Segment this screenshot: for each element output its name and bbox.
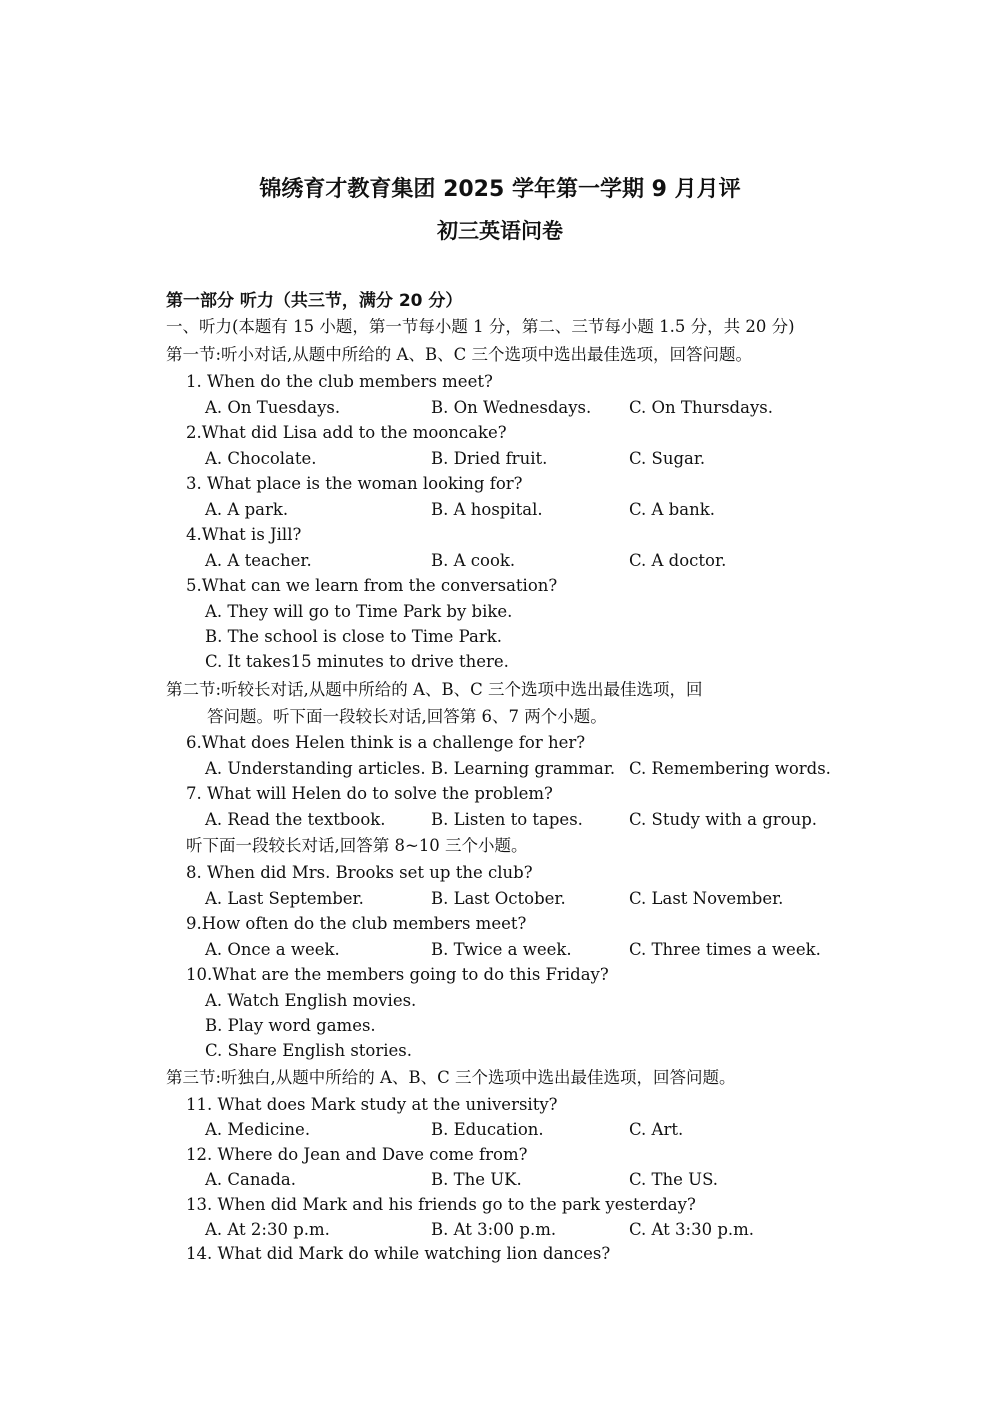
question-stem: 14. What did Mark do while watching lion dances? <box>186 1244 611 1263</box>
option-c: C. Share English stories. <box>205 1041 412 1060</box>
question-stem: 11. What does Mark study at the university? <box>186 1095 558 1114</box>
option-a: A. On Tuesdays. <box>205 398 341 417</box>
question-stem: 8. When did Mrs. Brooks set up the club? <box>186 863 533 882</box>
option-b: B. The school is close to Time Park. <box>205 627 502 646</box>
part-heading: 第一部分 听力（共三节，满分 20 分） <box>166 291 463 311</box>
question-stem: 6.What does Helen think is a challenge for her? <box>186 733 586 752</box>
option-a: A. They will go to Time Park by bike. <box>205 602 513 621</box>
option-b: B. Learning grammar. <box>431 759 616 778</box>
part-intro: 一、听力(本题有 15 小题，第一节每小题 1 分，第二、三节每小题 1.5 分，共 20 分) <box>166 317 795 336</box>
question-stem: 7. What will Helen do to solve the problem? <box>186 784 553 803</box>
option-b: B. Last October. <box>431 889 566 908</box>
section2-sub-instruction: 听下面一段较长对话,回答第 8~10 三个小题。 <box>186 836 528 855</box>
option-c: C. A doctor. <box>629 551 727 570</box>
question-stem: 5.What can we learn from the conversation? <box>186 576 558 595</box>
question-stem: 1. When do the club members meet? <box>186 372 493 391</box>
option-b: B. On Wednesdays. <box>431 398 592 417</box>
option-b: B. Play word games. <box>205 1016 376 1035</box>
section3-instruction: 第三节:听独白,从题中所给的 A、B、C 三个选项中选出最佳选项，回答问题。 <box>166 1068 736 1087</box>
option-b: B. Twice a week. <box>431 940 572 959</box>
question-stem: 3. What place is the woman looking for? <box>186 474 523 493</box>
option-b: B. A hospital. <box>431 500 543 519</box>
question-stem: 4.What is Jill? <box>186 525 302 544</box>
option-b: B. Dried fruit. <box>431 449 548 468</box>
option-b: B. At 3:00 p.m. <box>431 1220 557 1239</box>
option-c: C. Art. <box>629 1120 684 1139</box>
option-a: A. At 2:30 p.m. <box>205 1220 330 1239</box>
option-a: A. Chocolate. <box>205 449 317 468</box>
option-c: C. Three times a week. <box>629 940 821 959</box>
option-c: C. Sugar. <box>629 449 706 468</box>
option-a: A. Last September. <box>205 889 364 908</box>
section2-instruction-cont: 答问题。听下面一段较长对话,回答第 6、7 两个小题。 <box>207 707 607 726</box>
option-c: C. Last November. <box>629 889 784 908</box>
question-stem: 2.What did Lisa add to the mooncake? <box>186 423 507 442</box>
document-subtitle: 初三英语问卷 <box>437 219 563 243</box>
option-a: A. Watch English movies. <box>205 991 417 1010</box>
option-c: C. It takes15 minutes to drive there. <box>205 652 509 671</box>
option-b: B. Listen to tapes. <box>431 810 583 829</box>
section2-instruction: 第二节:听较长对话,从题中所给的 A、B、C 三个选项中选出最佳选项，回 <box>166 680 703 699</box>
option-a: A. Medicine. <box>205 1120 311 1139</box>
question-stem: 10.What are the members going to do this Friday? <box>186 965 609 984</box>
option-a: A. Read the textbook. <box>205 810 386 829</box>
option-c: C. Study with a group. <box>629 810 818 829</box>
document-title: 锦绣育才教育集团 2025 学年第一学期 9 月月评 <box>259 177 741 202</box>
question-stem: 9.How often do the club members meet? <box>186 914 527 933</box>
option-a: A. Understanding articles. <box>205 759 426 778</box>
question-stem: 12. Where do Jean and Dave come from? <box>186 1145 528 1164</box>
option-c: C. The US. <box>629 1170 719 1189</box>
option-c: C. At 3:30 p.m. <box>629 1220 755 1239</box>
section1-instruction: 第一节:听小对话,从题中所给的 A、B、C 三个选项中选出最佳选项，回答问题。 <box>166 345 752 364</box>
option-c: C. Remembering words. <box>629 759 831 778</box>
option-b: B. The UK. <box>431 1170 522 1189</box>
option-a: A. Once a week. <box>205 940 340 959</box>
option-a: A. Canada. <box>205 1170 296 1189</box>
option-b: B. Education. <box>431 1120 544 1139</box>
question-stem: 13. When did Mark and his friends go to the park yesterday? <box>186 1195 696 1214</box>
option-a: A. A teacher. <box>205 551 312 570</box>
option-b: B. A cook. <box>431 551 516 570</box>
option-c: C. On Thursdays. <box>629 398 773 417</box>
option-c: C. A bank. <box>629 500 715 519</box>
option-a: A. A park. <box>205 500 289 519</box>
